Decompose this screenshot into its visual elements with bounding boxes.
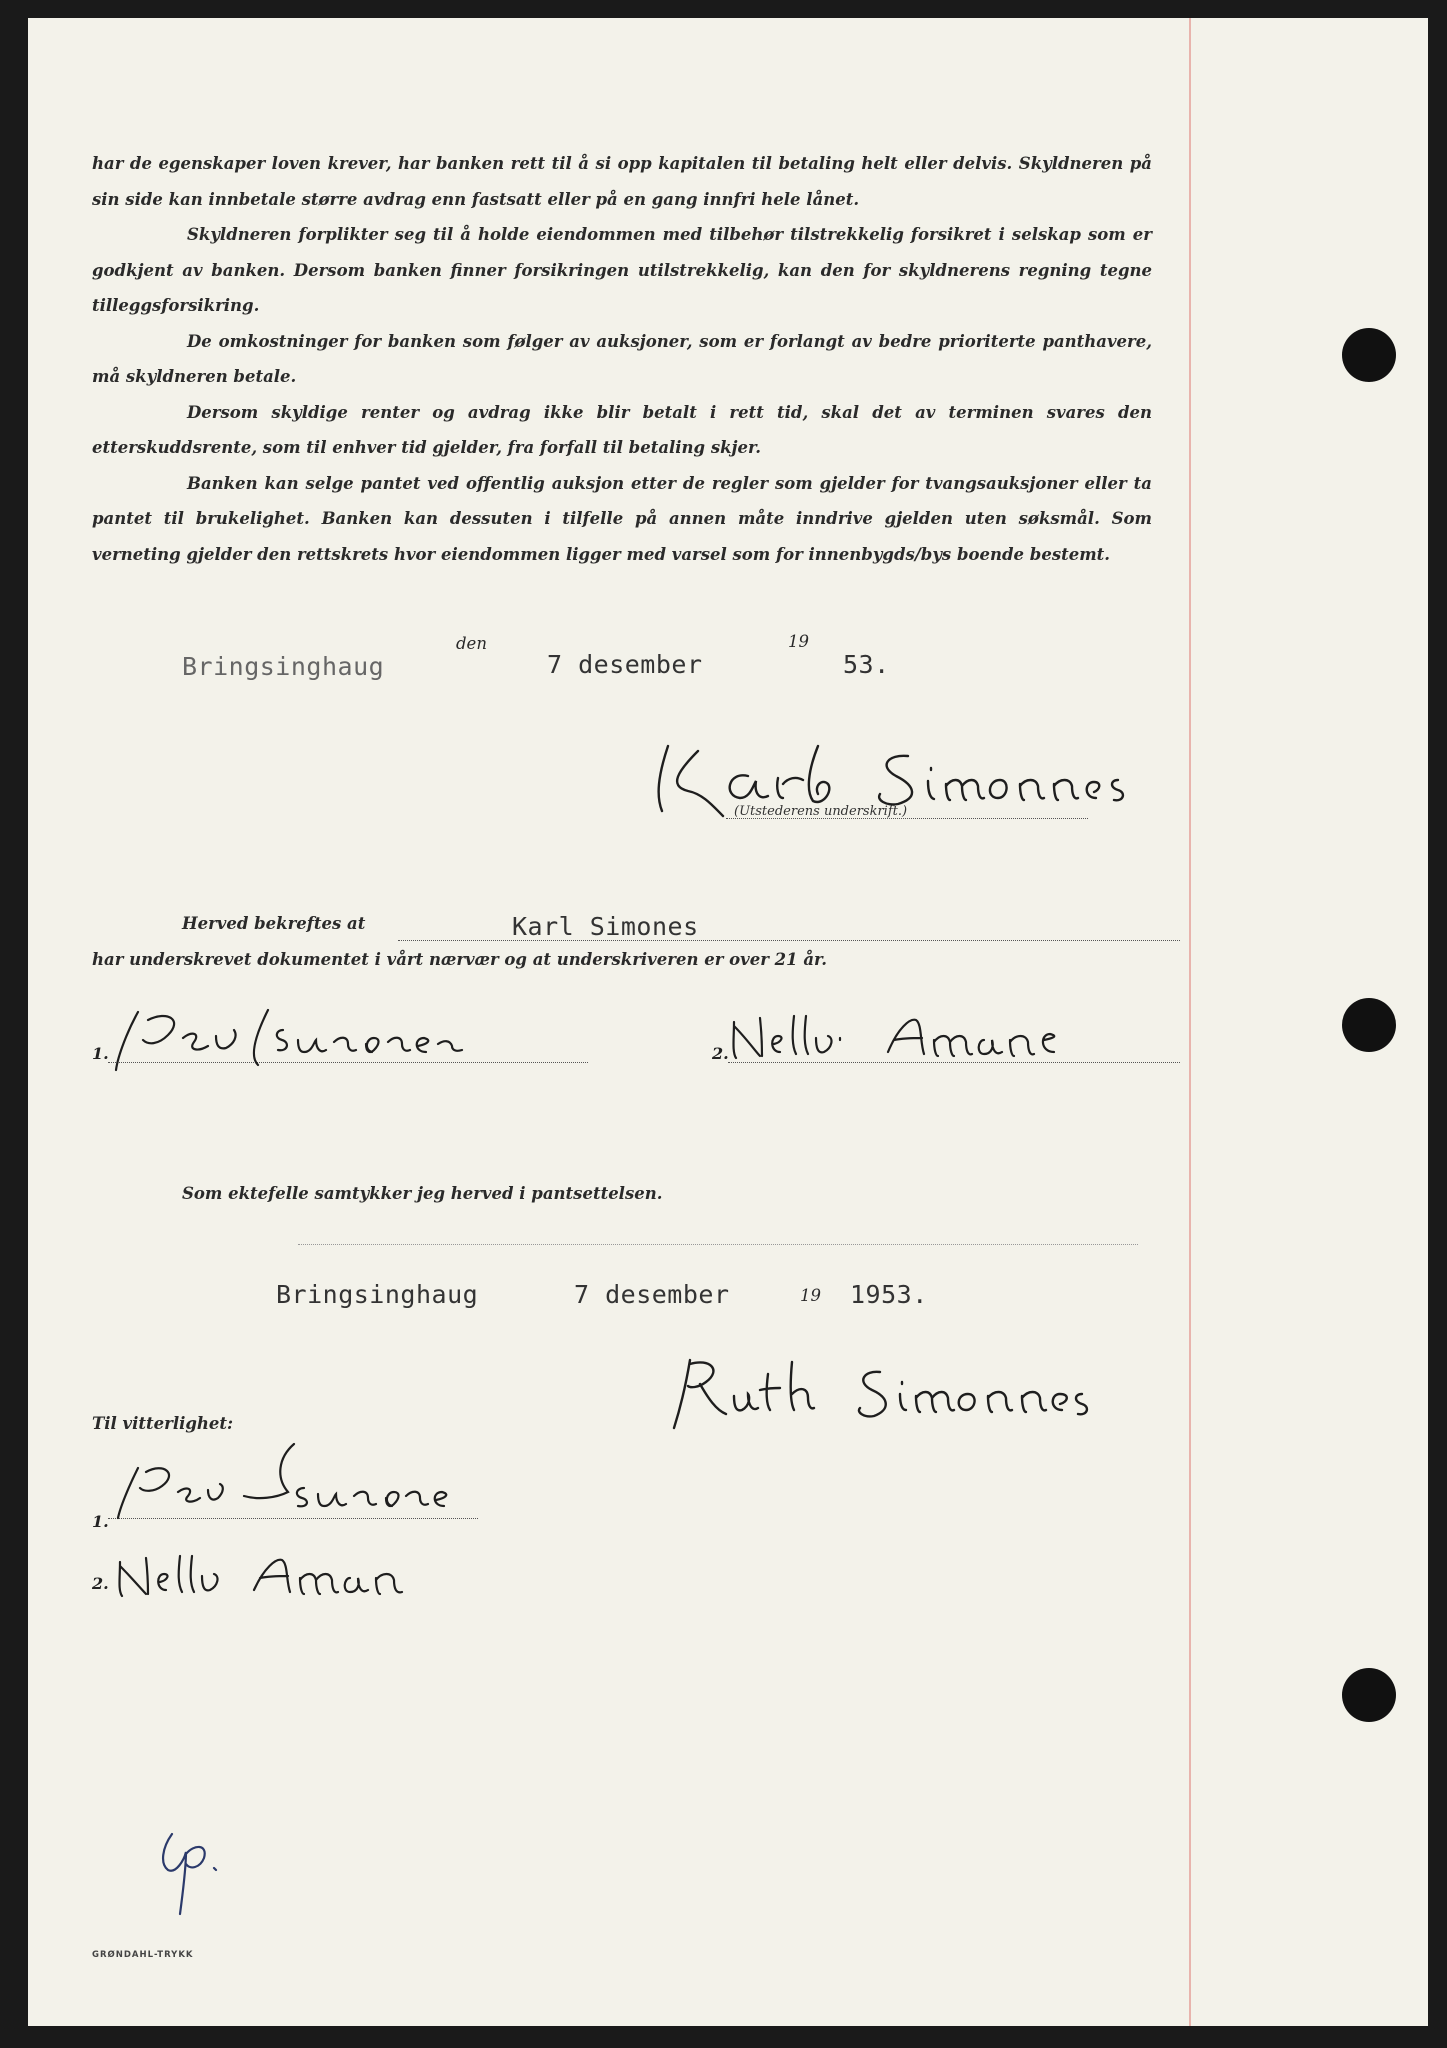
spouse-date: 7 desember <box>574 1280 730 1309</box>
issuer-caption: (Utstederens underskrift.) <box>734 804 908 819</box>
issue-date: 7 desember <box>547 650 703 679</box>
binder-hole-top <box>1342 328 1396 382</box>
spouse-date-line <box>298 1244 1138 1245</box>
paragraph: De omkostninger for banken som følger av auksjoner, som er forlangt av bedre prioriterte panthavere, må skyldneren betale. <box>92 331 1152 386</box>
paragraph: Skyldneren forplikter seg til å holde eiendommen med tilbehør tilstrekkelig forsikret i selskap som er godkjent av banken. Dersom banken finner forsikringen utilstrekkelig, kan den for skyldnerens regning tegne tilleggsforsikring. <box>92 225 1152 315</box>
issue-den-label: den <box>456 634 487 653</box>
margin-rule <box>1189 18 1191 2026</box>
paragraph: har de egenskaper loven krever, har banken rett til å si opp kapitalen til betaling helt eller delvis. Skyldneren på sin side kan innbetale større avdrag enn fastsatt eller på en gang innfri hele lånet. <box>92 154 1152 209</box>
witness-1-signature <box>108 1000 528 1084</box>
spouse-signature <box>650 1354 1150 1438</box>
spouse-consent-text: Som ektefelle samtykker jeg herved i pantsettelsen. <box>182 1184 663 1203</box>
v-witness-1-signature <box>108 1438 488 1532</box>
issue-place: Bringsinghaug <box>182 652 385 681</box>
v-witness-2-number: 2. <box>92 1574 109 1593</box>
binder-hole-middle <box>1342 998 1396 1052</box>
initials-mark <box>154 1824 234 1928</box>
spouse-year: 1953. <box>850 1280 928 1309</box>
paragraph: Dersom skyldige renter og avdrag ikke blir betalt i rett tid, skal det av terminen svares den etterskuddsrente, som til enhver tid gjelder, fra forfall til betaling skjer. <box>92 402 1152 457</box>
witness-2-number: 2. <box>712 1044 729 1063</box>
paragraph: Banken kan selge pantet ved offentlig auksjon etter de regler som gjelder for tvangsauksjoner eller ta pantet til brukelighet. Banken kan dessuten i tilfelle på annen måte inndrive gjelden uten søksmål. Som verneting gjelder den rettskrets hvor eiendommen ligger med varsel som for innenbygds/bys boende bestemt. <box>92 473 1152 564</box>
spouse-place: Bringsinghaug <box>276 1280 479 1309</box>
confirm-label: Herved bekreftes at <box>182 914 366 933</box>
printer-imprint: GRØNDAHL-TRYKK <box>92 1950 194 1960</box>
document-page <box>28 18 1428 2026</box>
witness-2-signature <box>728 1008 1148 1082</box>
v-witness-1-number: 1. <box>92 1512 109 1531</box>
witness-1-number: 1. <box>92 1044 109 1063</box>
confirm-name: Karl Simones <box>512 912 699 941</box>
spouse-year-prefix: 19 <box>800 1286 821 1305</box>
v-witness-2-signature <box>114 1550 494 1614</box>
issue-year-prefix: 19 <box>788 632 809 651</box>
binder-hole-bottom <box>1342 1668 1396 1722</box>
vitterlighet-label: Til vitterlighet: <box>92 1414 234 1433</box>
terms-text <box>92 146 1152 572</box>
issue-year: 53. <box>843 650 890 679</box>
confirm-text: har underskrevet dokumentet i vårt nærvær og at underskriveren er over 21 år. <box>92 950 827 969</box>
